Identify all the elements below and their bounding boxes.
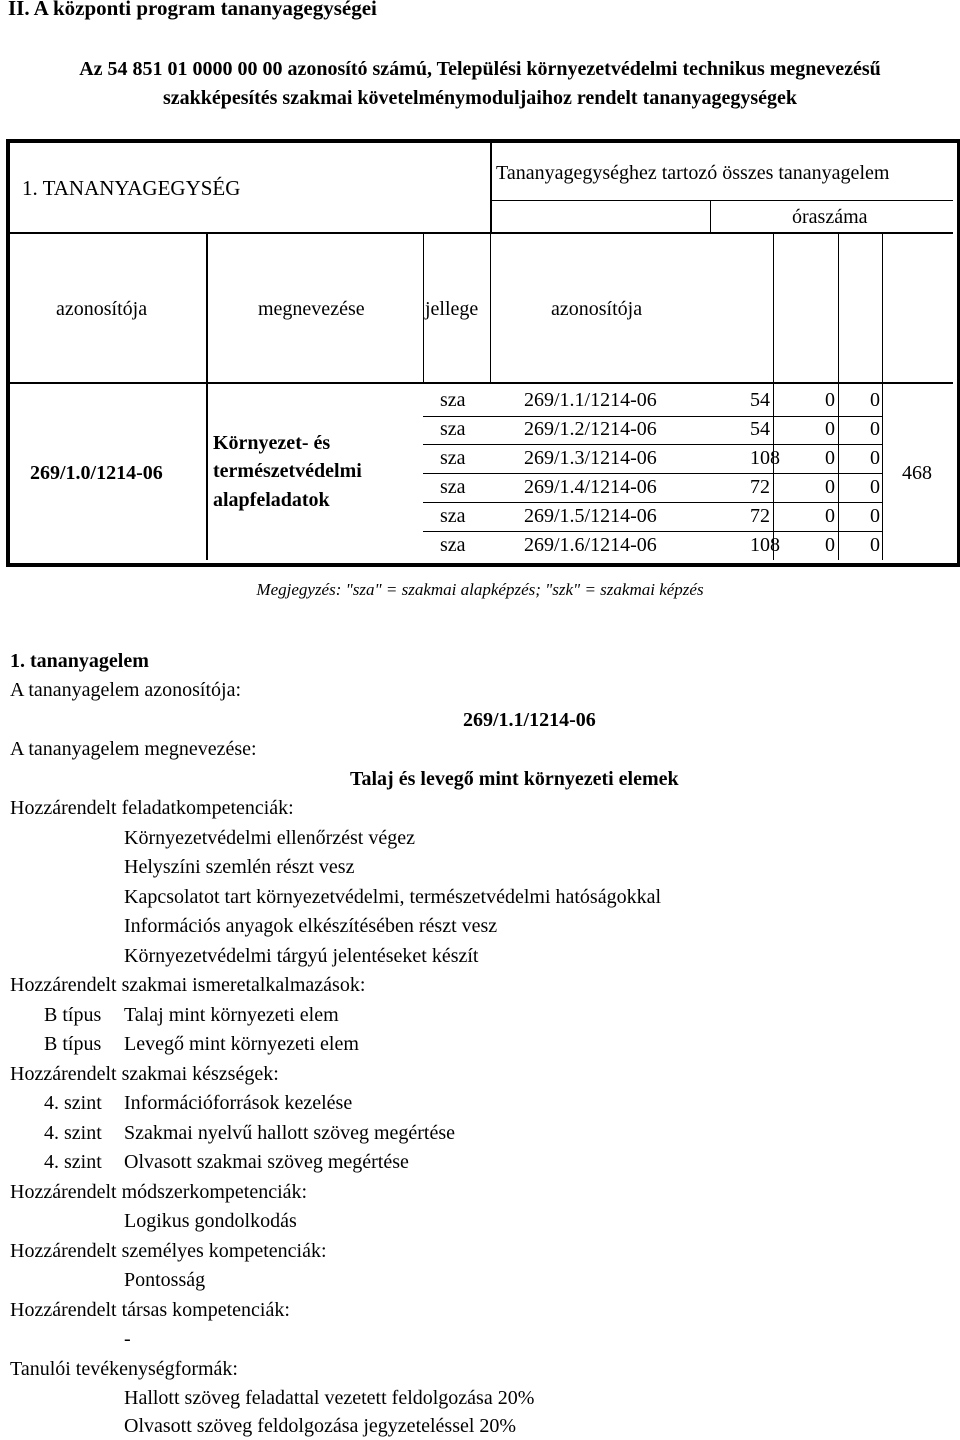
skill-item: Szakmai nyelvű hallott szöveg megértése: [124, 1122, 456, 1144]
method-item: Logikus gondolkodás: [124, 1210, 297, 1232]
unit-id: 269/1.0/1214-06: [30, 462, 163, 484]
row-hours: 108: [750, 447, 780, 469]
row-type: sza: [440, 447, 466, 469]
row-hours: 0: [825, 505, 835, 527]
row-hours: 72: [750, 505, 770, 527]
knowledge-level: B típus: [44, 1004, 102, 1026]
skill-level: 4. szint: [44, 1151, 102, 1173]
skill-item: Olvasott szakmai szöveg megértése: [124, 1151, 409, 1173]
row-hours: 54: [750, 389, 770, 411]
row-hours: 0: [825, 534, 835, 556]
grid-line: [423, 232, 424, 384]
element-name-label: A tananyagelem megnevezése:: [10, 738, 257, 760]
row-type: sza: [440, 418, 466, 440]
activity-item: Olvasott szöveg feldolgozása jegyzeteléssel 20%: [124, 1415, 517, 1437]
row-hours: 54: [750, 418, 770, 440]
social-item: -: [124, 1328, 131, 1350]
row-hours: 0: [870, 476, 880, 498]
task-label: Hozzárendelt feladatkompetenciák:: [10, 797, 294, 819]
grid-line: [490, 143, 492, 233]
heading-line-1: Az 54 851 01 0000 00 00 azonosító számú, Települési környezetvédelmi technikus megnevezésű: [79, 58, 881, 80]
row-hours: 0: [825, 389, 835, 411]
row-type: sza: [440, 534, 466, 556]
grid-line: [8, 232, 953, 234]
col-type-header: jellege: [425, 298, 479, 320]
method-label: Hozzárendelt módszerkompetenciák:: [10, 1181, 308, 1203]
grid-line: [490, 200, 953, 201]
task-item: Információs anyagok elkészítésében részt vesz: [124, 915, 498, 937]
grid-line: [490, 232, 491, 384]
grid-line: [838, 232, 839, 560]
grid-line: [423, 531, 883, 532]
row-hours: 0: [870, 534, 880, 556]
col-element-id-header: azonosítója: [551, 298, 643, 320]
task-item: Környezetvédelmi tárgyú jelentéseket készít: [124, 945, 479, 967]
unit-name-line: Környezet- és: [213, 432, 331, 454]
knowledge-item: Levegő mint környezeti elem: [124, 1033, 359, 1055]
grid-line: [710, 200, 711, 233]
row-type: sza: [440, 476, 466, 498]
col-name-header: megnevezése: [258, 298, 365, 320]
total-hours: 468: [902, 462, 932, 484]
knowledge-item: Talaj mint környezeti elem: [124, 1004, 339, 1026]
elements-header: Tananyagegységhez tartozó összes tananyagelem: [496, 162, 890, 184]
row-element-id: 269/1.5/1214-06: [524, 505, 657, 527]
knowledge-label: Hozzárendelt szakmai ismeretalkalmazások:: [10, 974, 366, 996]
personal-label: Hozzárendelt személyes kompetenciák:: [10, 1240, 327, 1262]
table-note: Megjegyzés: "sza" = szakmai alapképzés; "szk" = szakmai képzés: [256, 580, 704, 599]
social-label: Hozzárendelt társas kompetenciák:: [10, 1299, 290, 1321]
activity-item: Hallott szöveg feladattal vezetett feldolgozása 20%: [124, 1387, 535, 1409]
task-item: Helyszíni szemlén részt vesz: [124, 856, 355, 878]
heading-line-2: szakképesítés szakmai követelménymoduljaihoz rendelt tananyagegységek: [162, 87, 798, 109]
row-hours: 0: [825, 418, 835, 440]
element-id-label: A tananyagelem azonosítója:: [10, 679, 242, 701]
personal-item: Pontosság: [124, 1269, 206, 1291]
grid-line: [423, 473, 883, 474]
row-hours: 0: [825, 447, 835, 469]
grid-line: [423, 502, 883, 503]
unit-header: 1. TANANYAGEGYSÉG: [22, 176, 241, 200]
knowledge-level: B típus: [44, 1033, 102, 1055]
row-hours: 72: [750, 476, 770, 498]
row-element-id: 269/1.4/1214-06: [524, 476, 657, 498]
row-type: sza: [440, 505, 466, 527]
element-title: 1. tananyagelem: [10, 650, 149, 672]
skill-level: 4. szint: [44, 1122, 102, 1144]
hours-header: óraszáma: [792, 206, 868, 228]
row-element-id: 269/1.2/1214-06: [524, 418, 657, 440]
grid-line: [773, 232, 774, 560]
skills-label: Hozzárendelt szakmai készségek:: [10, 1063, 279, 1085]
grid-line: [423, 416, 883, 417]
row-element-id: 269/1.1/1214-06: [524, 389, 657, 411]
element-name-value: Talaj és levegő mint környezeti elemek: [350, 768, 679, 790]
grid-line: [206, 232, 208, 560]
row-hours: 0: [870, 447, 880, 469]
row-hours: 0: [870, 505, 880, 527]
task-item: Környezetvédelmi ellenőrzést végez: [124, 827, 415, 849]
row-hours: 108: [750, 534, 780, 556]
row-hours: 0: [870, 389, 880, 411]
skill-item: Információforrások kezelése: [124, 1092, 353, 1114]
grid-line: [423, 444, 883, 445]
task-item: Kapcsolatot tart környezetvédelmi, természetvédelmi hatóságokkal: [124, 886, 662, 908]
skill-level: 4. szint: [44, 1092, 102, 1114]
section-title: II. A központi program tananyagegységei: [8, 0, 377, 20]
col-id-header: azonosítója: [56, 298, 148, 320]
element-id-value: 269/1.1/1214-06: [463, 709, 596, 731]
unit-name-line: természetvédelmi: [213, 460, 362, 482]
grid-line: [8, 382, 953, 384]
row-hours: 0: [870, 418, 880, 440]
activity-label: Tanulói tevékenységformák:: [10, 1358, 238, 1380]
row-type: sza: [440, 389, 466, 411]
unit-name-line: alapfeladatok: [213, 489, 330, 511]
row-element-id: 269/1.6/1214-06: [524, 534, 657, 556]
row-element-id: 269/1.3/1214-06: [524, 447, 657, 469]
row-hours: 0: [825, 476, 835, 498]
grid-line: [882, 232, 883, 560]
